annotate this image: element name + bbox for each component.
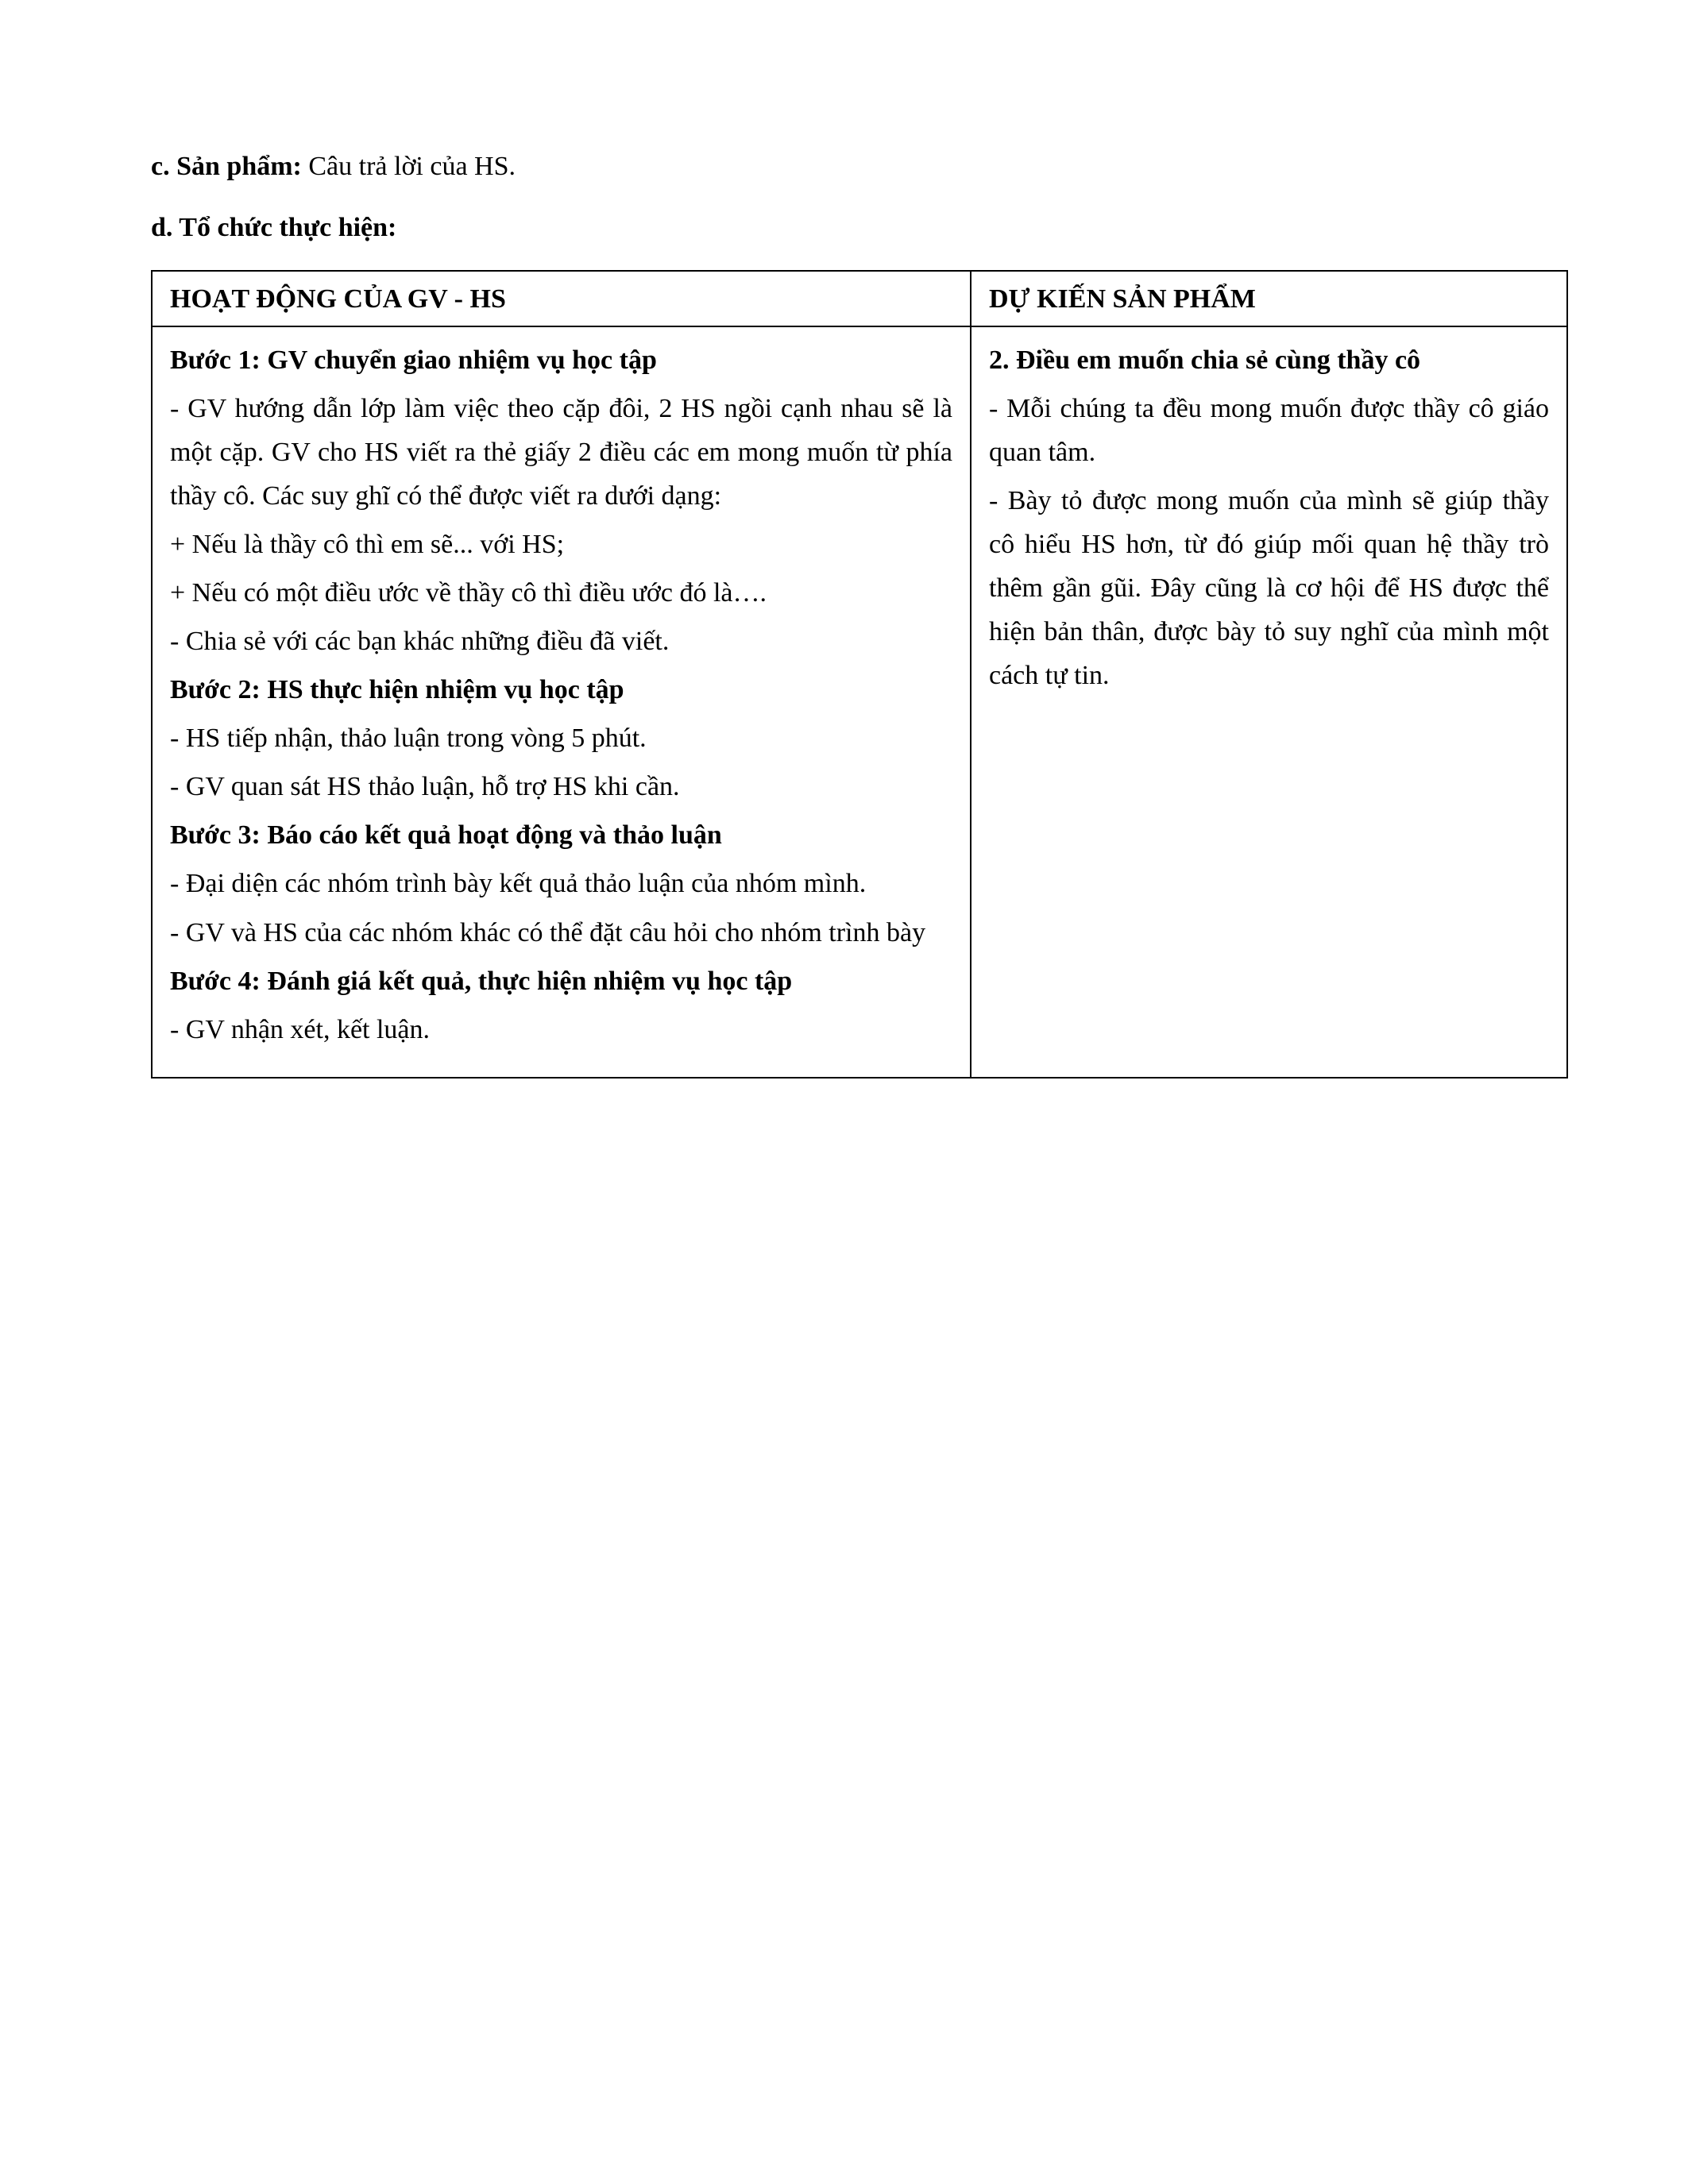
activity-paragraph: - HS tiếp nhận, thảo luận trong vòng 5 phút. xyxy=(170,723,647,754)
activity-paragraph: - GV hướng dẫn lớp làm việc theo cặp đôi, 2 HS ngồi cạnh nhau sẽ là một cặp. GV cho HS viết ra thẻ giấy 2 điều các em mong muốn từ phía thầy cô. Các suy ghĩ có thể được viết ra dưới dạng: xyxy=(170,393,952,511)
activity-paragraph: - Đại diện các nhóm trình bày kết quả thảo luận của nhóm mình. xyxy=(170,869,867,899)
product-paragraph: - Mỗi chúng ta đều mong muốn được thầy cô giáo quan tâm. xyxy=(989,393,1549,467)
product-paragraph: - Bày tỏ được mong muốn của mình sẽ giúp thầy cô hiểu HS hơn, từ đó giúp mối quan hệ thầy trò thêm gần gũi. Đây cũng là cơ hội để HS được thể hiện bản thân, được bày tỏ suy nghĩ của mình một cách tự tin. xyxy=(989,485,1549,691)
table-header-activities-label: HOẠT ĐỘNG CỦA GV - HS xyxy=(170,284,506,314)
activity-paragraph: + Nếu có một điều ước về thầy cô thì điều ước đó là…. xyxy=(170,577,767,608)
activity-paragraph: + Nếu là thầy cô thì em sẽ... với HS; xyxy=(170,529,565,559)
activity-table xyxy=(151,270,1568,1078)
cell-products xyxy=(971,326,1567,1078)
activity-paragraph: Bước 1: GV chuyển giao nhiệm vụ học tập xyxy=(170,345,657,375)
product-paragraph: 2. Điều em muốn chia sẻ cùng thầy cô xyxy=(989,345,1421,375)
activity-paragraph: - GV và HS của các nhóm khác có thể đặt câu hỏi cho nhóm trình bày xyxy=(170,917,926,947)
intro-line-sanpham-label: c. Sản phẩm: xyxy=(151,152,302,181)
table-header-activities xyxy=(152,271,971,326)
table-row xyxy=(152,326,1567,1078)
activity-paragraph: Bước 3: Báo cáo kết quả hoạt động và thảo luận xyxy=(170,820,722,851)
activity-paragraph: - GV nhận xét, kết luận. xyxy=(170,1014,431,1044)
intro-line-tochuc xyxy=(151,208,1537,247)
table-header-row xyxy=(152,271,1567,326)
activity-paragraph: Bước 2: HS thực hiện nhiệm vụ học tập xyxy=(170,675,624,705)
intro-line-sanpham-text: Câu trả lời của HS. xyxy=(301,152,516,181)
intro-line-tochuc-label: d. Tổ chức thực hiện: xyxy=(151,213,397,243)
table-header-products xyxy=(971,271,1567,326)
intro-line-sanpham xyxy=(151,147,1537,186)
activity-paragraph: - GV quan sát HS thảo luận, hỗ trợ HS khi cần. xyxy=(170,772,680,802)
table-header-products-label: DỰ KIẾN SẢN PHẨM xyxy=(989,284,1256,314)
activity-paragraph: - Chia sẻ với các bạn khác những điều đã viết. xyxy=(170,627,670,657)
activity-paragraph: Bước 4: Đánh giá kết quả, thực hiện nhiệm vụ học tập xyxy=(170,966,793,996)
cell-activities xyxy=(152,326,971,1078)
